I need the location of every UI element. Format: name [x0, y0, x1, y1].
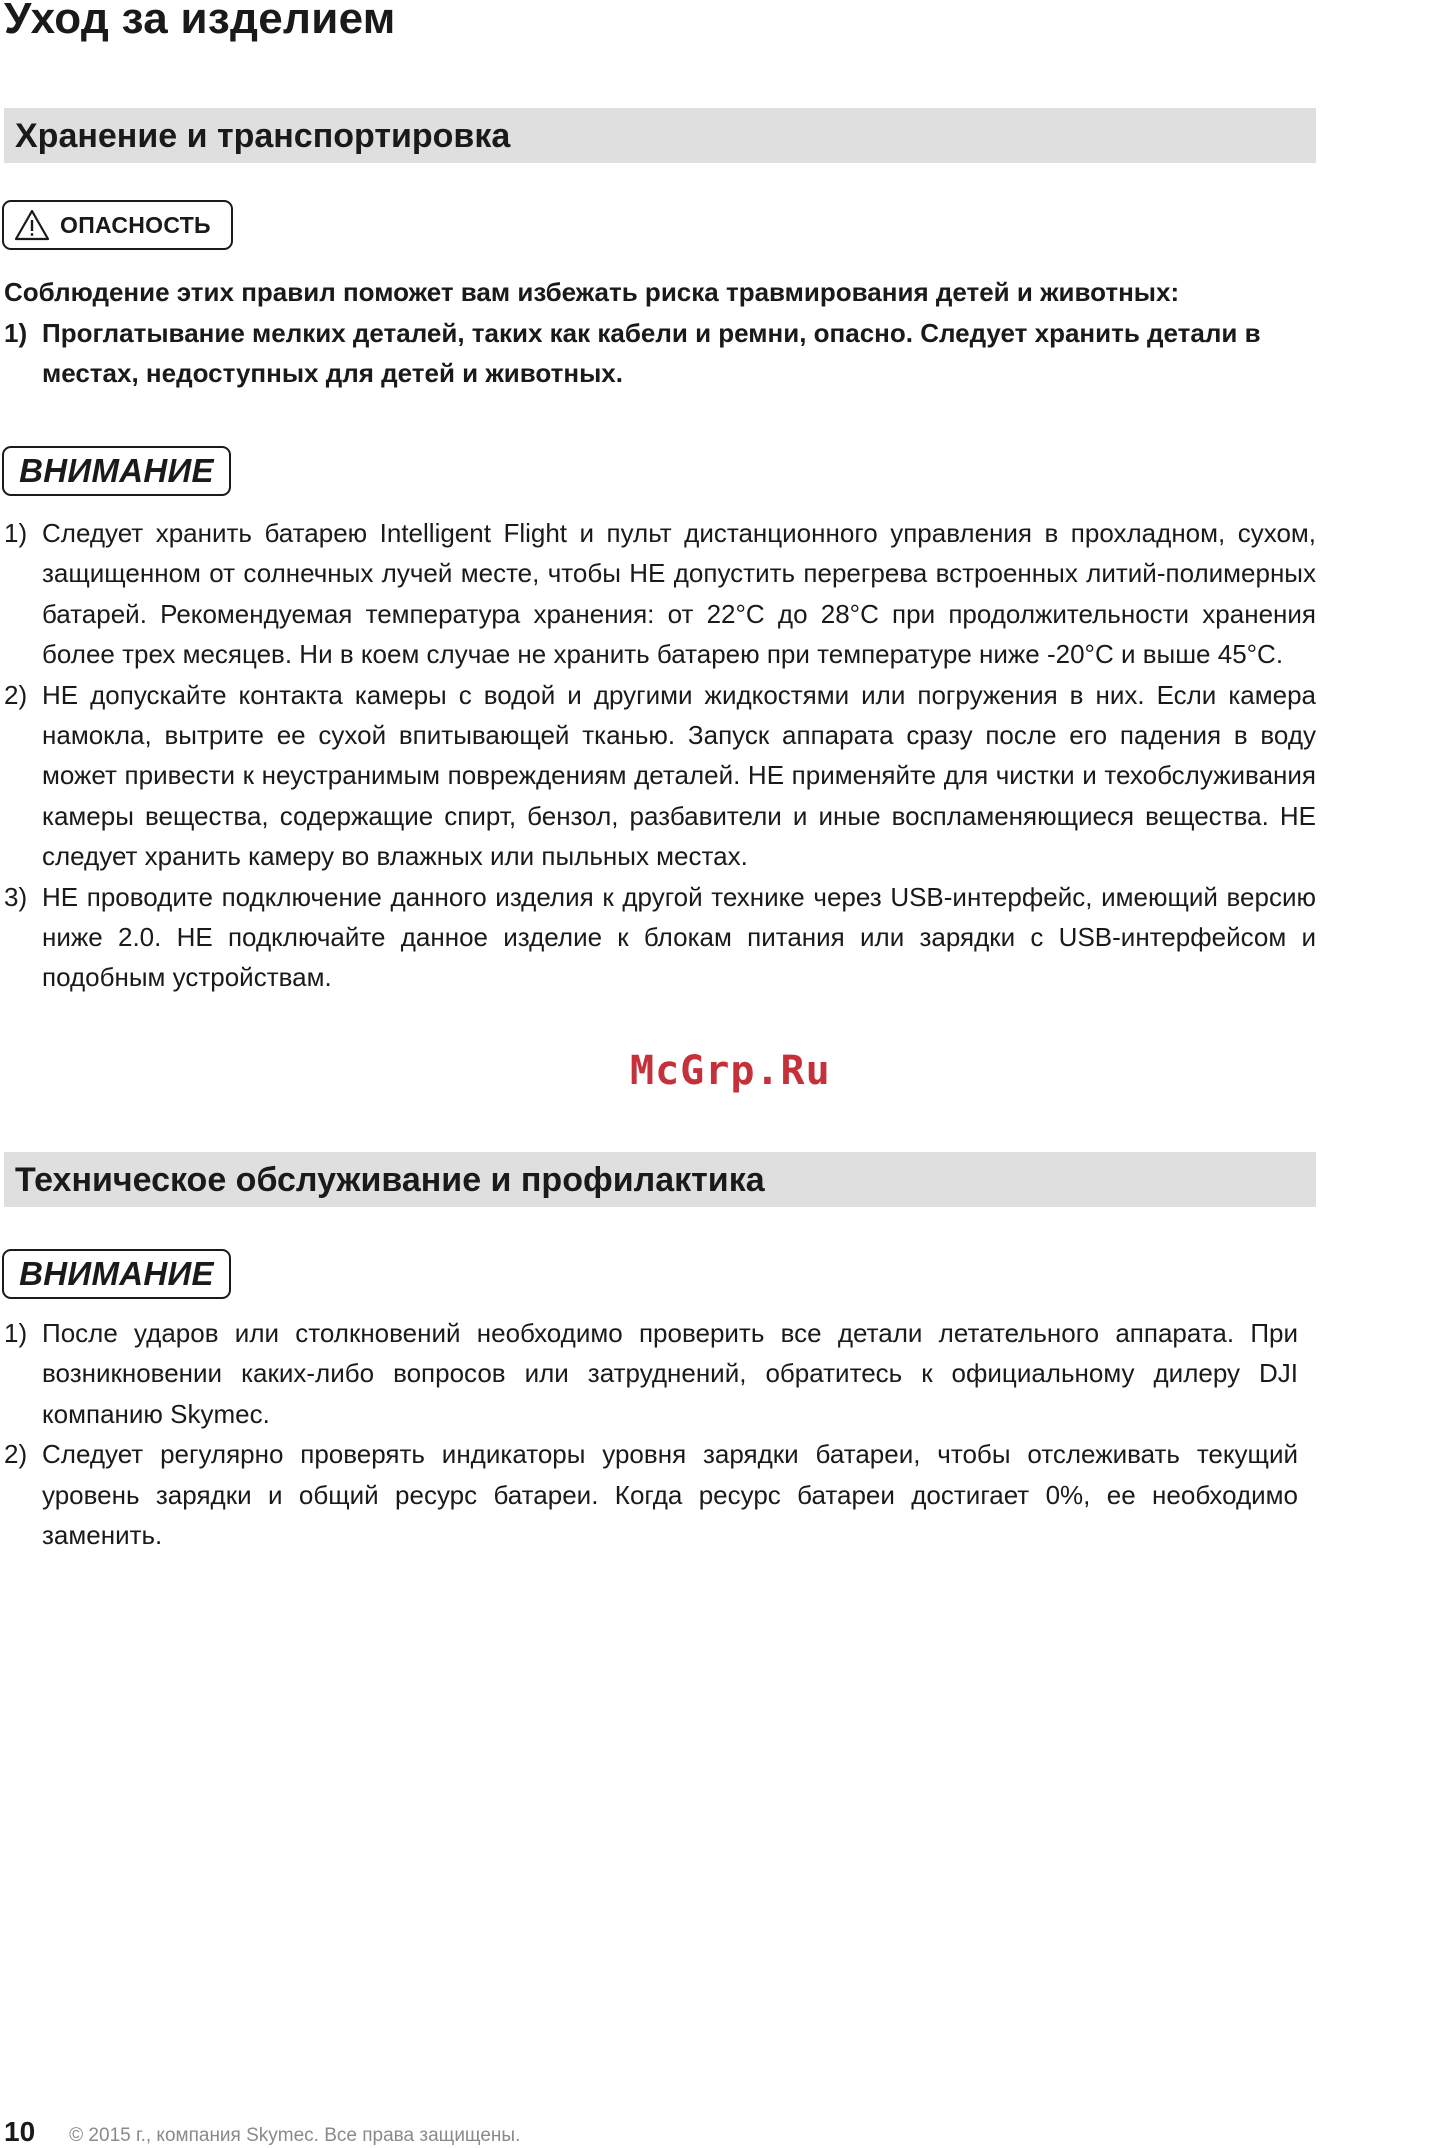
storage-warning-list — [4, 513, 1316, 998]
page-title: Уход за изделием — [4, 0, 396, 43]
list-item-text: Следует регулярно проверять индикаторы уровня зарядки батареи, чтобы отслеживать текущий уровень зарядки и общий ресурс батареи. Когда ресурс батареи достигает 0%, ее необходимо заменить. — [42, 1439, 1298, 1551]
list-item — [4, 513, 1316, 675]
list-item-text: После ударов или столкновений необходимо проверить все детали летательного аппарата. При возникновении каких-либо вопросов или затруднений, обратитесь к официальному дилеру DJI компанию Skymec. — [42, 1318, 1298, 1429]
page-number: 10 — [4, 2116, 36, 2147]
list-item — [4, 675, 1316, 877]
list-item-number: 3) — [4, 881, 28, 912]
list-item-text: НЕ проводите подключение данного изделия к другой технике через USB-интерфейс, имеющий версию ниже 2.0. НЕ подключайте данное изделие к блокам питания или зарядки с USB-интерфейсом и подобным устройствам. — [42, 881, 1316, 993]
list-item-number: 2) — [4, 1439, 28, 1470]
copyright-notice: © 2015 г., компания Skymec. Все права защищены. — [69, 2125, 521, 2146]
list-item-number: 1) — [4, 317, 28, 348]
danger-text-block — [4, 272, 1314, 394]
list-item-text: НЕ допускайте контакта камеры с водой и другими жидкостями или погружения в них. Если камера намокла, вытрите ее сухой впитывающей тканью. Запуск аппарата сразу после его падения в воду может привести к неустранимым повреждениям деталей. НЕ применяйте для чистки и техобслуживания камеры вещества, содержащие спирт, бензол, разбавители и иные воспламеняющиеся вещества. НЕ следует хранить камеру во влажных или пыльных местах. — [42, 679, 1316, 872]
danger-list — [4, 313, 1314, 394]
list-item — [4, 1313, 1298, 1434]
warning-triangle-icon — [14, 209, 50, 241]
danger-intro: Соблюдение этих правил поможет вам избежать риска травмирования детей и животных: — [4, 277, 1180, 307]
watermark: McGrp.Ru — [630, 1048, 831, 1094]
maintenance-warning-list — [4, 1313, 1298, 1555]
list-item-number: 1) — [4, 1318, 28, 1348]
list-item — [4, 313, 1314, 394]
list-item-text: Проглатывание мелких деталей, таких как кабели и ремни, опасно. Следует хранить детали в местах, недоступных для детей и животных. — [42, 317, 1261, 388]
section-heading-storage: Хранение и транспортировка — [4, 108, 1316, 163]
list-item — [4, 1434, 1298, 1555]
danger-label-box — [2, 200, 233, 250]
list-item-number: 1) — [4, 518, 28, 548]
danger-label: ОПАСНОСТЬ — [60, 211, 211, 238]
list-item-text: Следует хранить батарею Intelligent Flight и пульт дистанционного управления в прохладном, сухом, защищенном от солнечных лучей месте, чтобы НЕ допустить перегрева встроенных литий-полимерных батарей. Рекомендуемая температура хранения: от 22°C до 28°C при продолжительности хранения более трех месяцев. Ни в коем случае не хранить батарею при температуре ниже -20°C и выше 45°C. — [42, 518, 1316, 670]
list-item-number: 2) — [4, 679, 28, 710]
warning-label-box: ВНИМАНИЕ — [2, 446, 231, 496]
warning-label-box: ВНИМАНИЕ — [2, 1249, 231, 1299]
list-item — [4, 877, 1316, 998]
section-heading-maintenance: Техническое обслуживание и профилактика — [4, 1152, 1316, 1207]
page-footer — [4, 2116, 521, 2147]
